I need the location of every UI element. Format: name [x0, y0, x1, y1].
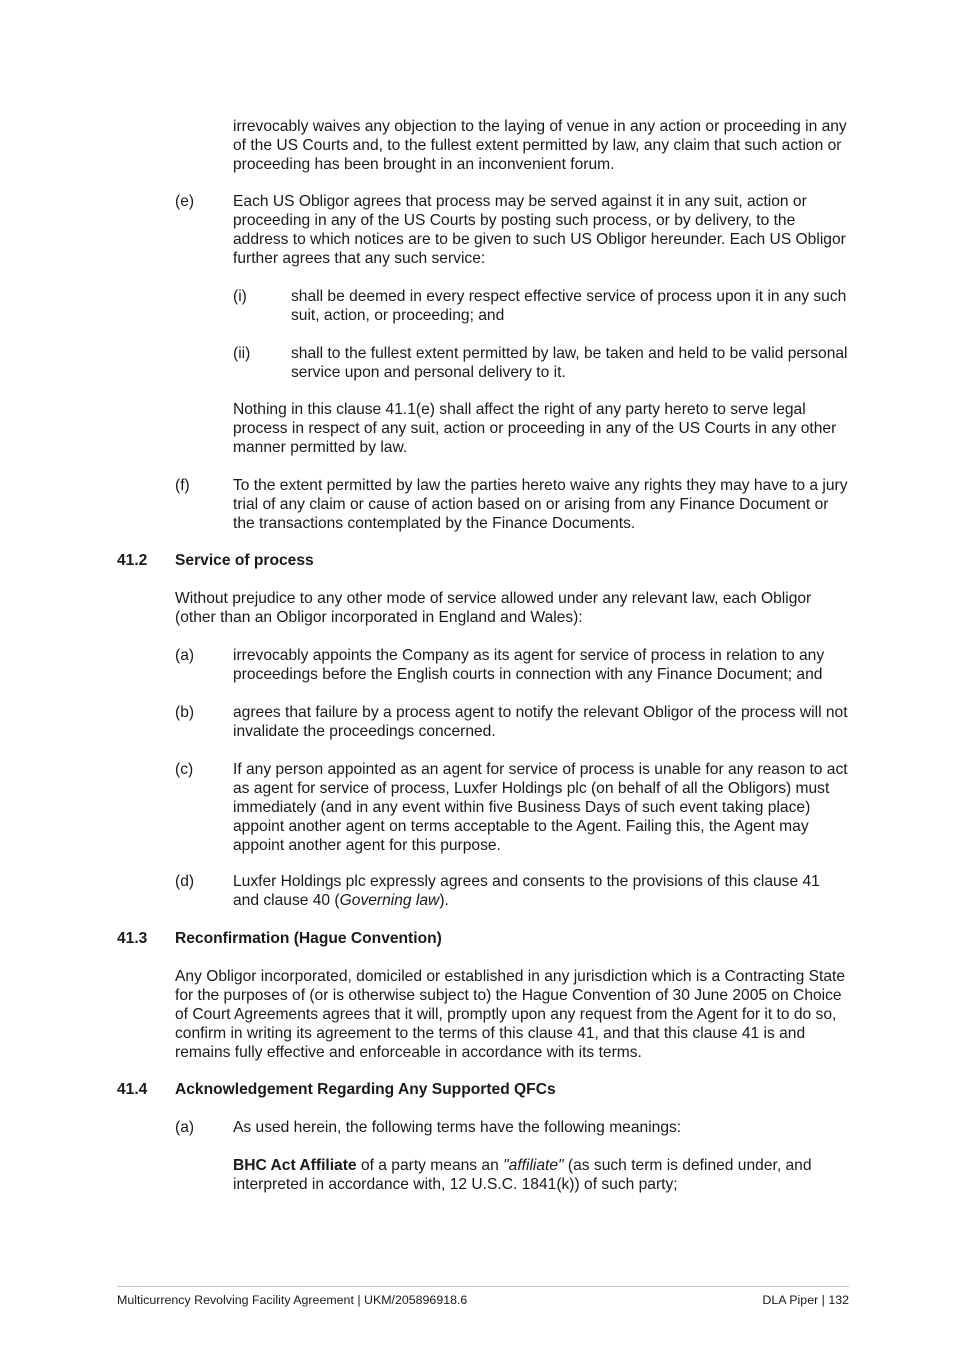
- item-e-label: (e): [175, 193, 195, 210]
- subitem-i-text: shall be deemed in every respect effective service of process upon it in any such suit, action, or proceeding; and: [291, 288, 847, 324]
- section-41-4-title: Acknowledgement Regarding Any Supported QFCs: [175, 1081, 556, 1098]
- item-d-text-pre: Luxfer Holdings plc expressly agrees and consents to the provisions of this clause 41 and clause 40 (: [233, 873, 820, 909]
- footer-document-reference: Multicurrency Revolving Facility Agreement | UKM/205896918.6: [117, 1293, 468, 1307]
- subitem-ii-label: (ii): [233, 345, 251, 362]
- item-d-text: [233, 872, 849, 910]
- section-41-2-title: Service of process: [175, 552, 314, 569]
- item-41-4-a-label: (a): [175, 1119, 195, 1136]
- item-c-text: If any person appointed as an agent for service of process is unable for any reason to act as agent for service of process, Luxfer Holdings plc (on behalf of all the Obligors) must immediately (and in any event within five Business Days of such event taking place) appoint another agent on terms acceptable to the Agent. Failing this, the Agent may appoint another agent for this purpose.: [233, 761, 848, 854]
- item-c-label: (c): [175, 761, 194, 778]
- definition-mid: of a party means an: [356, 1157, 504, 1174]
- section-41-2-intro: Without prejudice to any other mode of service allowed under any relevant law, each Obligor (other than an Obligor incorporated in England and Wales):: [175, 590, 812, 626]
- item-e-after-paragraph: Nothing in this clause 41.1(e) shall affect the right of any party hereto to serve legal process in respect of any suit, action or proceeding in any of the US Courts in any other manner permitted by law.: [233, 401, 837, 456]
- governing-law-reference: Governing law: [339, 892, 440, 909]
- section-41-3-number: 41.3: [117, 930, 148, 947]
- section-41-3-body: Any Obligor incorporated, domiciled or established in any jurisdiction which is a Contracting State for the purposes of (or is otherwise subject to) the Hague Convention of 30 June 2005 on Choice of Court Agreements agrees that it will, promptly upon any request from the Agent for it to do so, confirm in writing its agreement to the terms of this clause 41, and that this clause 41 is and remains fully effective and enforceable in accordance with its terms.: [175, 968, 846, 1061]
- item-a-text: irrevocably appoints the Company as its agent for service of process in relation to any proceedings before the English courts in connection with any Finance Document; and: [233, 647, 825, 683]
- subitem-ii-text: shall to the fullest extent permitted by law, be taken and held to be valid personal service upon and personal delivery to it.: [291, 345, 848, 381]
- item-b-text: agrees that failure by a process agent to notify the relevant Obligor of the process will not invalidate the proceedings concerned.: [233, 704, 848, 740]
- subitem-i-label: (i): [233, 288, 247, 305]
- continuation-paragraph: irrevocably waives any objection to the laying of venue in any action or proceeding in any of the US Courts and, to the fullest extent permitted by law, any claim that such action or proceeding has been brought in an inconvenient forum.: [233, 118, 847, 173]
- definition-rest: (as such term is defined under, and interpreted in accordance with, 12 U.S.C. 1841(k)) of such party;: [233, 1157, 812, 1193]
- footer-divider: [117, 1286, 849, 1287]
- definition-quoted-term: "affiliate": [503, 1157, 564, 1174]
- item-f-label: (f): [175, 477, 190, 494]
- section-41-2-number: 41.2: [117, 552, 148, 569]
- item-b-label: (b): [175, 704, 195, 721]
- item-f-text: To the extent permitted by law the parties hereto waive any rights they may have to a jury trial of any claim or cause of action based on or arising from any Finance Document or the transactions contemplated by the Finance Documents.: [233, 477, 848, 532]
- section-41-4-number: 41.4: [117, 1081, 148, 1098]
- definition-bhc-act-affiliate: [233, 1156, 849, 1194]
- item-a-label: (a): [175, 647, 195, 664]
- footer-page-number: DLA Piper | 132: [762, 1293, 849, 1307]
- section-41-3-title: Reconfirmation (Hague Convention): [175, 930, 442, 947]
- item-d-text-post: ).: [439, 892, 449, 909]
- item-d-label: (d): [175, 873, 195, 890]
- definition-term: BHC Act Affiliate: [233, 1157, 357, 1174]
- item-e-text: Each US Obligor agrees that process may be served against it in any suit, action or proceeding in any of the US Courts by posting such process, or by delivery, to the address to which notices are to be given to such US Obligor hereunder. Each US Obligor further agrees that any such service:: [233, 193, 846, 267]
- item-41-4-a-text: As used herein, the following terms have the following meanings:: [233, 1119, 682, 1136]
